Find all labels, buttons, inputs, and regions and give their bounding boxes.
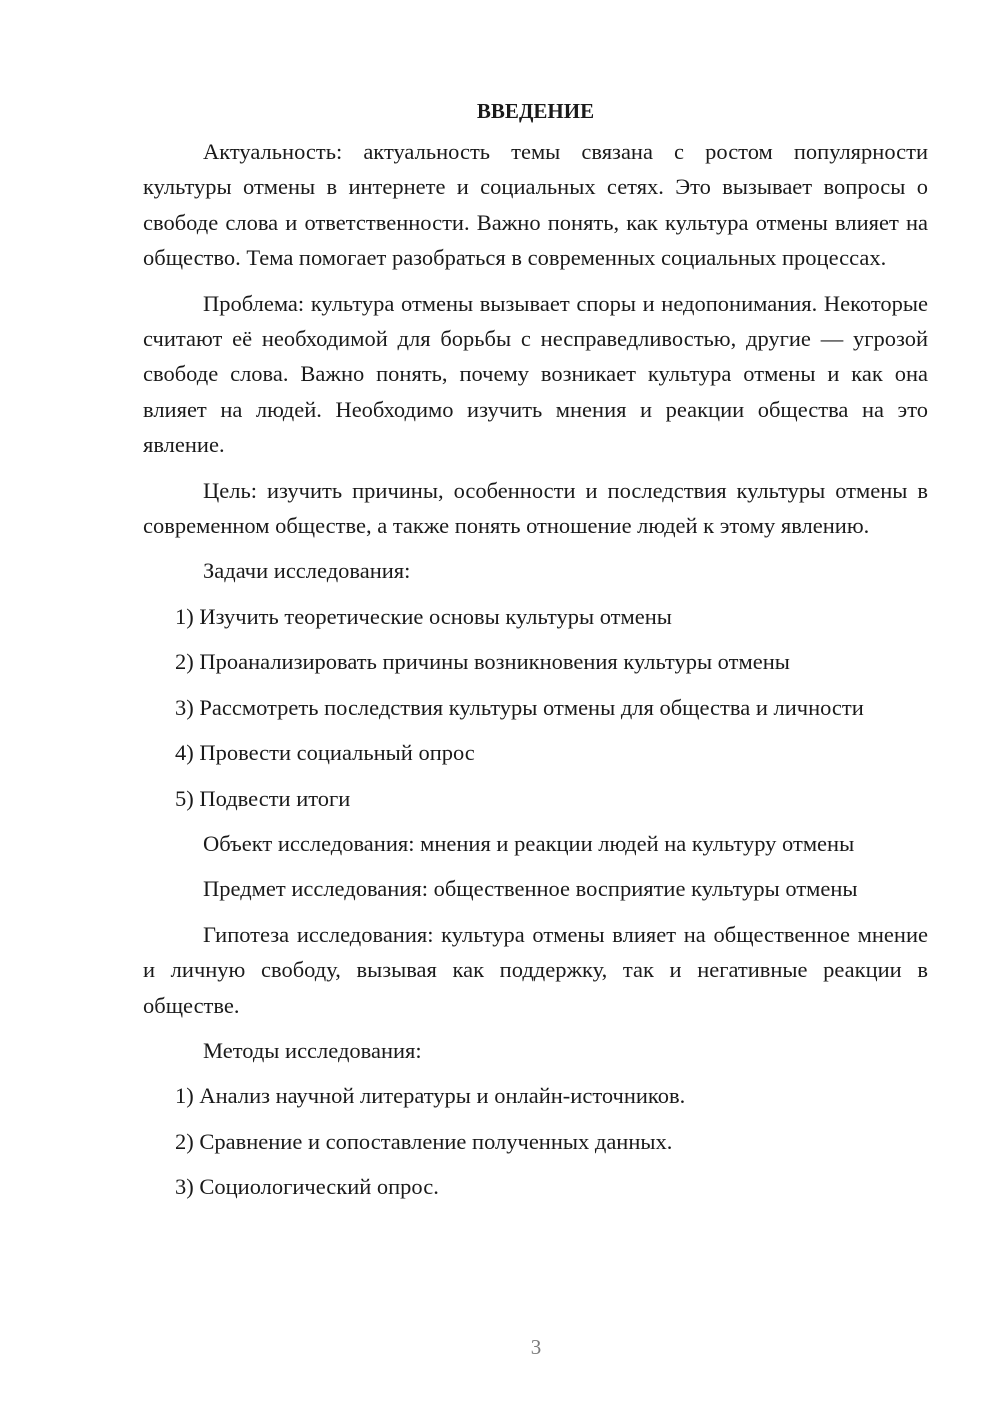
hypothesis-paragraph: Гипотеза исследования: культура отмены влияет на общественное мнение и личную свободу, вызывая как поддержку, так и негативные реакции в обществе. [143, 921, 928, 1018]
section-heading: ВВЕДЕНИЕ [476, 99, 595, 123]
relevance-paragraph: Актуальность: актуальность темы связана с ростом популярности культуры отмены в интернете и социальных сетях. Это вызывает вопросы о свободе слова и ответственности. Важно понять, как культура отмены влияет на общество. Тема помогает разобраться в современных социальных процессах. [143, 139, 928, 271]
methods-title: Методы исследования: [203, 1037, 422, 1063]
task-item: 5) Подвести итоги [175, 785, 351, 811]
method-item: 2) Сравнение и сопоставление полученных данных. [175, 1128, 673, 1154]
page-number: 3 [530, 1335, 542, 1359]
tasks-title: Задачи исследования: [203, 558, 411, 584]
task-item: 4) Провести социальный опрос [175, 740, 475, 766]
problem-paragraph: Проблема: культура отмены вызывает споры и недопонимания. Некоторые считают её необходимой для борьбы с несправедливостью, другие — угрозой свободе слова. Важно понять, почему возникает культура отмены и как она влияет на людей. Необходимо изучить мнения и реакции общества на это явление. [143, 290, 928, 458]
method-item: 1) Анализ научной литературы и онлайн-источников. [175, 1083, 686, 1109]
object-line: Объект исследования: мнения и реакции людей на культуру отмены [203, 830, 855, 856]
task-item: 3) Рассмотреть последствия культуры отмены для общества и личности [175, 694, 864, 720]
method-item: 3) Социологический опрос. [175, 1174, 439, 1200]
goal-paragraph: Цель: изучить причины, особенности и последствия культуры отмены в современном обществе, а также понять отношение людей к этому явлению. [143, 477, 928, 539]
document-page [143, 92, 928, 1215]
subject-line: Предмет исследования: общественное восприятие культуры отмены [203, 876, 858, 902]
task-item: 2) Проанализировать причины возникновения культуры отмены [175, 649, 790, 675]
task-item: 1) Изучить теоретические основы культуры отмены [175, 603, 672, 629]
